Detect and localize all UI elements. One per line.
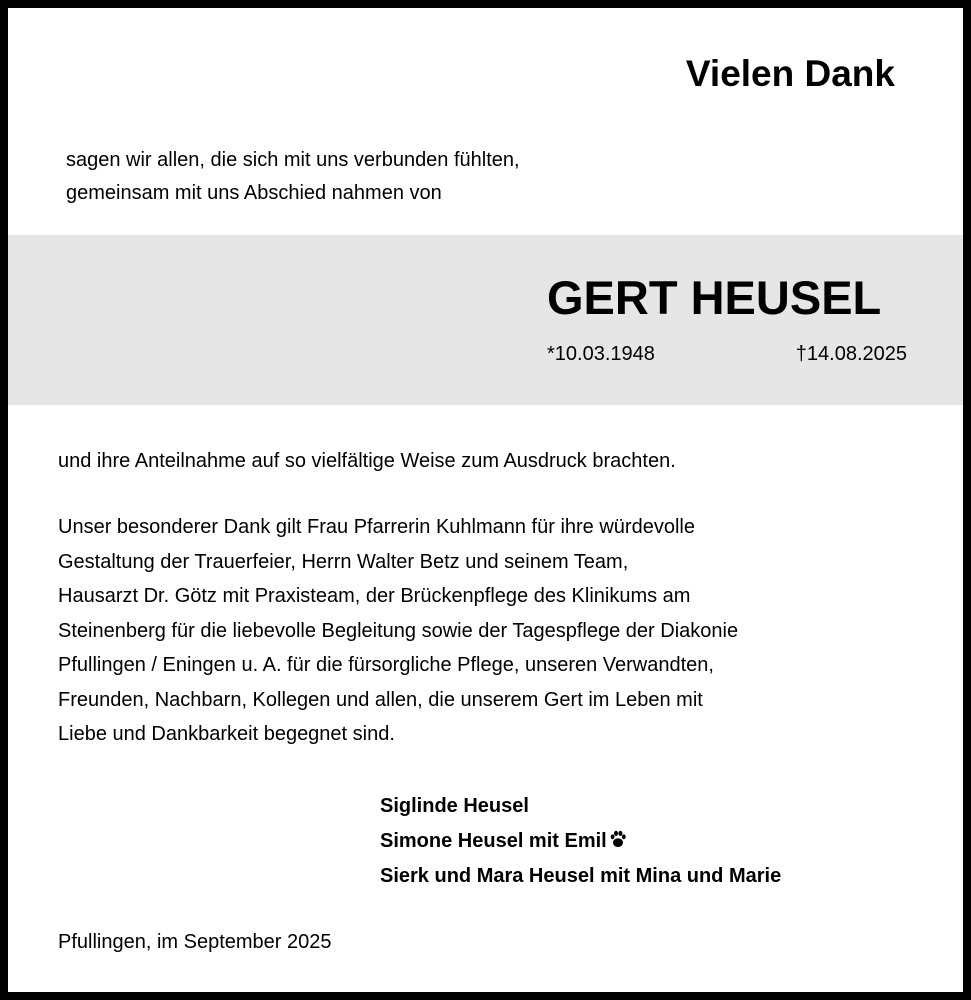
death-date: †14.08.2025: [795, 343, 907, 365]
birth-date: *10.03.1948: [547, 343, 655, 365]
paragraph-line: Unser besonderer Dank gilt Frau Pfarrerin Kuhlmann für ihre würdevolle: [58, 516, 695, 538]
signer-name: Simone Heusel mit Emil: [380, 830, 607, 852]
paragraph-line: Liebe und Dankbarkeit begegnet sind.: [58, 723, 395, 745]
paragraph-line: Hausarzt Dr. Götz mit Praxisteam, der Brückenpflege des Klinikums am: [58, 585, 691, 607]
paragraph-dank: [58, 510, 738, 752]
intro-line: gemeinsam mit uns Abschied nahmen von: [66, 182, 442, 204]
signer-row: [380, 824, 781, 859]
intro-line: sagen wir allen, die sich mit uns verbunden fühlten,: [66, 149, 520, 171]
heading: Vielen Dank: [685, 53, 895, 94]
signer-name: Sierk und Mara Heusel mit Mina und Marie: [380, 865, 782, 887]
deceased-name: GERT HEUSEL: [547, 271, 882, 324]
paragraph-line: Gestaltung der Trauerfeier, Herrn Walter Betz und seinem Team,: [58, 550, 629, 573]
paragraph-line: Steinenberg für die liebevolle Begleitung sowie der Tagespflege der Diakonie: [58, 619, 739, 642]
paragraph-line: Pfullingen / Eningen u. A. für die fürsorgliche Pflege, unseren Verwandten,: [58, 654, 714, 676]
signer-name: Siglinde Heusel: [380, 795, 529, 817]
signers: [380, 789, 781, 894]
intro-text: [66, 144, 520, 210]
paw-print-icon: [608, 829, 628, 849]
place-date: Pfullingen, im September 2025: [58, 931, 332, 953]
paragraph-line: Freunden, Nachbarn, Kollegen und allen, die unserem Gert im Leben mit: [58, 688, 703, 711]
paragraph-anteilnahme: und ihre Anteilnahme auf so vielfältige Weise zum Ausdruck brachten.: [58, 450, 676, 472]
